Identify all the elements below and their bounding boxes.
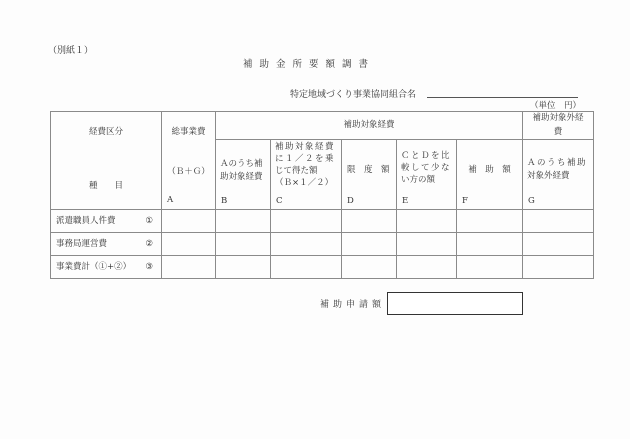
row-number: ② xyxy=(145,239,153,250)
table-row xyxy=(51,256,594,279)
document-title: 補助金所要額調書 xyxy=(243,59,376,70)
column-letter-f: F xyxy=(462,195,468,206)
header-col-f xyxy=(457,140,523,210)
org-name-label: 特定地域づくり事業協同組合名 xyxy=(290,90,417,100)
column-letter-b: B xyxy=(221,195,228,206)
column-letter-a: A xyxy=(167,194,174,205)
header-col-e-line1: ＣとＤを比 xyxy=(401,151,452,162)
cell-total-e[interactable] xyxy=(397,256,457,279)
application-amount-field[interactable] xyxy=(387,292,523,315)
org-name-field[interactable] xyxy=(427,97,578,98)
header-subsidized-group: 補助対象経費 xyxy=(216,112,523,140)
header-item-label: 種 目 xyxy=(88,181,123,191)
cell-personnel-c[interactable] xyxy=(271,210,342,233)
cell-personnel-g[interactable] xyxy=(523,210,594,233)
header-col-d xyxy=(342,140,397,210)
cell-total-a[interactable] xyxy=(162,256,216,279)
annex-label: （別紙１） xyxy=(48,46,94,56)
header-col-e-line2: 較して少な xyxy=(401,163,452,174)
cell-total-d[interactable] xyxy=(342,256,397,279)
cell-personnel-a[interactable] xyxy=(162,210,216,233)
row-number: ① xyxy=(145,216,153,227)
header-col-c-line2: に１／２を乗 xyxy=(275,154,336,165)
table-row xyxy=(51,210,594,233)
header-col-g-line2: 対象外経費 xyxy=(527,171,570,182)
expense-table xyxy=(50,111,594,279)
column-letter-e: E xyxy=(402,195,409,206)
header-col-d-label: 限 度 額 xyxy=(347,165,390,176)
column-letter-c: C xyxy=(276,195,283,206)
header-col-c xyxy=(271,140,342,210)
cell-office-d[interactable] xyxy=(342,233,397,256)
row-number: ③ xyxy=(145,262,153,273)
header-category-label: 経費区分 xyxy=(88,127,123,137)
header-total-label: 総事業費 xyxy=(171,127,206,137)
header-non-subsidized-group: 補助対象外経費 xyxy=(523,112,594,140)
row-label-personnel: 派遣職員人件費 ① xyxy=(51,210,162,233)
cell-total-c[interactable] xyxy=(271,256,342,279)
column-letter-g: G xyxy=(528,195,535,206)
row-label-office: 事務局運営費 ② xyxy=(51,233,162,256)
cell-office-e[interactable] xyxy=(397,233,457,256)
header-col-g xyxy=(523,140,594,210)
cell-personnel-d[interactable] xyxy=(342,210,397,233)
header-col-b-label: Ａのうち補助対象経費 xyxy=(220,159,263,182)
application-amount-label: 補助申請額 xyxy=(320,300,386,310)
header-col-c-line3: じて得た額 xyxy=(275,166,318,177)
table-row xyxy=(51,233,594,256)
header-col-g-line1: Ａのうち補助 xyxy=(527,158,588,169)
cell-total-b[interactable] xyxy=(216,256,271,279)
header-total xyxy=(162,112,216,210)
header-col-e xyxy=(397,140,457,210)
header-col-c-line4: （Ｂ×１／２） xyxy=(275,178,334,189)
header-category xyxy=(51,112,162,210)
cell-office-g[interactable] xyxy=(523,233,594,256)
cell-personnel-b[interactable] xyxy=(216,210,271,233)
cell-personnel-e[interactable] xyxy=(397,210,457,233)
header-col-c-line1: 補助対象経費 xyxy=(275,142,336,153)
cell-office-a[interactable] xyxy=(162,233,216,256)
cell-office-c[interactable] xyxy=(271,233,342,256)
cell-personnel-f[interactable] xyxy=(457,210,523,233)
cell-total-g[interactable] xyxy=(523,256,594,279)
cell-office-b[interactable] xyxy=(216,233,271,256)
unit-label: （単位 円） xyxy=(530,101,582,111)
cell-total-f[interactable] xyxy=(457,256,523,279)
row-label-total: 事業費計（①+②） ③ xyxy=(51,256,162,279)
header-col-b xyxy=(216,140,271,210)
header-col-f-label: 補 助 額 xyxy=(468,165,511,176)
header-total-formula: （Ｂ＋Ｇ） xyxy=(167,167,210,177)
column-letter-d: D xyxy=(347,195,354,206)
header-col-e-line3: い方の額 xyxy=(401,175,436,186)
cell-office-f[interactable] xyxy=(457,233,523,256)
